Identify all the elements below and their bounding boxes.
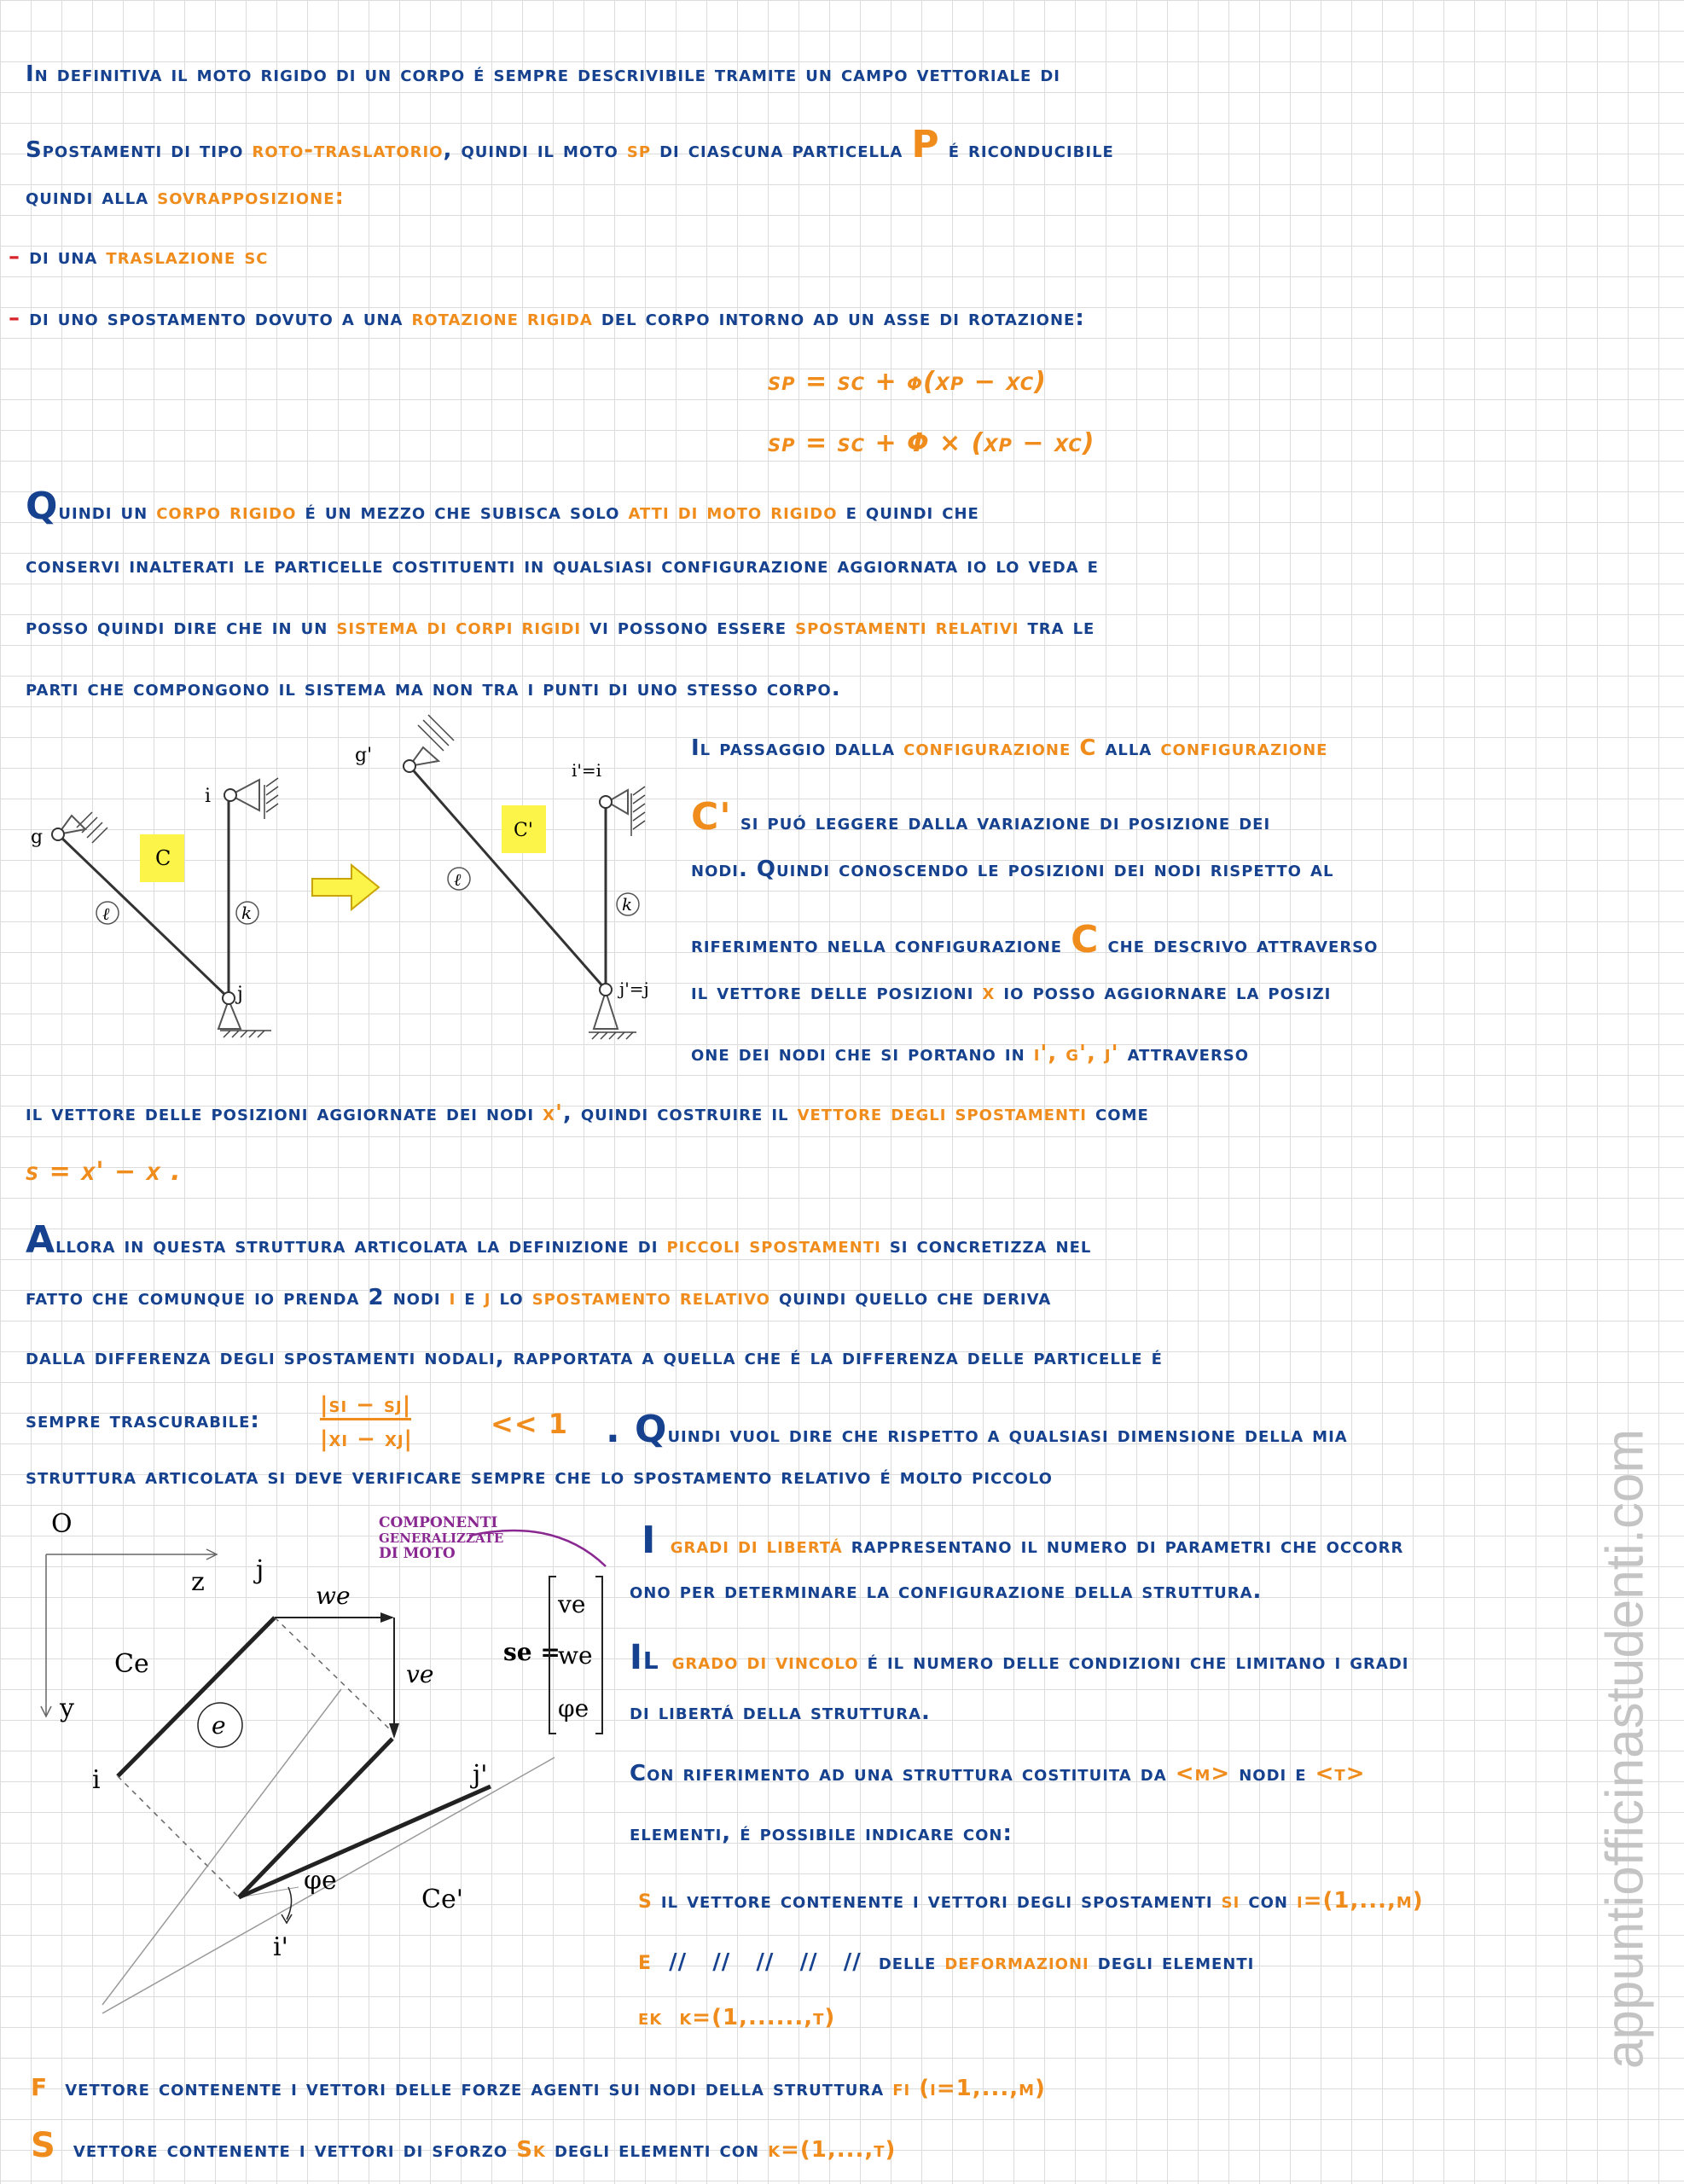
bullet-line: – di una traslazione sc xyxy=(9,244,269,270)
member-label: k xyxy=(622,894,633,915)
text-line: one dei nodi che si portano in i', g', j' attraverso xyxy=(691,1041,1250,1066)
element-displacement-figure xyxy=(26,1502,623,2022)
text-line: parti che compongono il sistema ma non tra i punti di uno stesso corpo. xyxy=(26,676,841,701)
member-label: ℓ xyxy=(102,903,110,924)
member-label: k xyxy=(241,903,253,923)
v-label: ve xyxy=(406,1660,434,1688)
equation: s = x' − x . xyxy=(26,1157,182,1187)
node-i-label: i xyxy=(92,1765,101,1795)
node-label: g' xyxy=(355,745,373,766)
text-line: il vettore delle posizioni x io posso aggiornare la posizi xyxy=(691,979,1332,1005)
text-line: C' si puó leggere dalla variazione di posizione dei xyxy=(691,795,1271,839)
equation: sp = sc + Φ × (xp − xc) xyxy=(768,428,1095,458)
watermark: appuntiofficinastudenti.com xyxy=(1595,1428,1655,2070)
fraction-denominator: |xi − xj| xyxy=(320,1426,414,1452)
text-line: ono per determinare la configurazione della struttura. xyxy=(630,1578,1263,1604)
text-line: il vettore delle posizioni aggiornate dei nodi x', quindi costruire il vettore degli spostamenti come xyxy=(26,1101,1149,1126)
vector-label: se = xyxy=(503,1638,560,1666)
text-line: struttura articolata si deve verificare sempre che lo spostamento relativo é molto piccolo xyxy=(26,1464,1053,1490)
text-line: posso quindi dire che in un sistema di corpi rigidi vi possono essere spostamenti relativi tra le xyxy=(26,614,1095,640)
text-line: Allora in questa struttura articolata la definizione di piccoli spostamenti si concretizza nel xyxy=(26,1218,1092,1262)
vector-component: we xyxy=(558,1641,593,1670)
text-line: f vettore contenente i vettori delle forze agenti sui nodi della struttura fi (i=1,...,m) xyxy=(31,2065,1046,2104)
text-line: di libertá della struttura. xyxy=(630,1699,931,1725)
text-line: fatto che comunque io prenda 2 nodi i e j lo spostamento relativo quindi quello che deriva xyxy=(26,1285,1052,1310)
configuration-figure xyxy=(17,700,674,1058)
bullet-line: – di uno spostamento dovuto a una rotazione rigida del corpo intorno ad un asse di rotazione: xyxy=(9,305,1085,331)
text-line: Il grado di vincolo é il numero delle condizioni che limitano i gradi xyxy=(630,1638,1409,1677)
text-line: s il vettore contenente i vettori degli spostamenti si con i=(1,...,m) xyxy=(638,1882,1424,1914)
node-i-prime-label: i' xyxy=(273,1932,288,1962)
text-line: Con riferimento ad una struttura costituita da <m> nodi e <t> xyxy=(630,1761,1366,1786)
node-label: i xyxy=(205,786,212,807)
C-label: Ce xyxy=(114,1649,149,1679)
text-line: Spostamenti di tipo roto-traslatorio, quindi il moto sp di ciascuna particella P é riconducibile xyxy=(26,123,1114,166)
text-line: Quindi un corpo rigido é un mezzo che subisca solo atti di moto rigido e quindi che xyxy=(26,485,979,528)
C-prime-label: Ce' xyxy=(421,1885,463,1914)
w-label: we xyxy=(316,1582,351,1610)
node-label: i'=i xyxy=(572,760,602,781)
text-line: In definitiva il moto rigido di un corpo é sempre descrivibile tramite un campo vettoriale di xyxy=(26,61,1061,87)
note-label: DI MOTO xyxy=(379,1545,456,1562)
text-line: conservi inalterati le particelle costituenti in qualsiasi configurazione aggiornata io lo veda e xyxy=(26,553,1099,578)
axis-z-label: z xyxy=(191,1567,205,1597)
node-j-label: j xyxy=(256,1555,264,1585)
text-line: nodi. Quindi conoscendo le posizioni dei nodi rispetto al xyxy=(691,857,1334,882)
bullet-dash: – xyxy=(9,244,30,270)
fraction-numerator: |si − sj| xyxy=(320,1392,411,1420)
text-line: quindi alla sovrapposizione: xyxy=(26,184,345,210)
note-label: COMPONENTI xyxy=(379,1514,498,1531)
text-line: S vettore contenente i vettori di sforzo Sk degli elementi con k=(1,...,t) xyxy=(31,2126,897,2165)
text-line: riferimento nella configurazione C che descrivo attraverso xyxy=(691,918,1379,961)
transition-arrow-icon xyxy=(312,865,379,909)
node-label: g xyxy=(31,827,44,848)
config-label: C' xyxy=(514,820,533,841)
origin-label: O xyxy=(51,1509,73,1539)
text-line: Il passaggio dalla configurazione C alla configurazione xyxy=(691,735,1328,761)
inequality: << 1 xyxy=(491,1408,569,1440)
member-label: ℓ xyxy=(454,869,462,890)
vector-component: ve xyxy=(558,1590,586,1618)
node-label: j'=j xyxy=(619,979,649,999)
node-j-prime-label: j' xyxy=(473,1760,488,1790)
note-label: GENERALIZZATE xyxy=(379,1531,504,1546)
bullet-dash: – xyxy=(9,305,30,331)
phi-label: φe xyxy=(304,1866,337,1896)
text-line: ek k=(1,......,t) xyxy=(638,2005,836,2030)
equation: sp = sc + φ(xp − xc) xyxy=(768,367,1047,397)
config-label: C xyxy=(155,846,171,870)
vector-component: φe xyxy=(558,1694,589,1722)
node-label: j xyxy=(237,984,243,1005)
text-line: I gradi di libertá rappresentano il numero di parametri che occorr xyxy=(642,1519,1404,1562)
text-line: dalla differenza degli spostamenti nodali, rapportata a quella che é la differenza delle particelle é xyxy=(26,1345,1163,1370)
element-label: e xyxy=(212,1711,226,1740)
text-line: e // // // // // delle deformazioni degli elementi xyxy=(638,1943,1255,1976)
handwritten-notes-page: In definitiva il moto rigido di un corpo é sempre descrivibile tramite un campo vettoriale di Spostamenti di tipo roto-traslatorio, quindi il moto sp di ciascuna particella P é riconducibile quindi alla sovrapposizione: – di una traslazione sc – di uno spostamento dovuto a una rotazione rigida del corpo intorno ad un asse di rotazione: sp = sc + φ(xp − xc) sp = sc + Φ × (xp − xc) Quindi un corpo rigido é un mezzo che subisca solo atti di moto rigido e quindi che conservi inalterati le particelle costituenti in qualsiasi configurazione aggiornata io lo veda e posso quindi dire che in un sistema di corpi rigidi vi possono essere spostamenti relativi tra le parti che compongono il sistema ma non tra i punti di uno stesso corpo. g i j C ℓ k g' i'=i j'=j C' ℓ k Il passaggio dalla configurazione C alla configurazione C' si puó leggere dalla variazione di posizione dei nodi. Quindi conoscendo le posizioni dei nodi rispetto al riferimento nella configurazione C che descrivo attraverso il vettore delle posizioni x io posso aggiornare la posizi one dei nodi che si portano in i', g', j' attraverso il vettore delle posizioni aggiornate dei nodi x', quindi costruire il vettore degli spostamenti come s = x' − x . Allora in questa struttura articolata la definizione di piccoli spostamenti si concretizza nel fatto che comunque io prenda 2 nodi i e j lo spostamento relativo quindi quello che deriva dalla differenza degli spostamenti nodali, rapportata a quella che é la differenza delle particelle é sempre trascurabile: |si − sj| |xi − xj| << 1 . Quindi vuol dire che rispetto a qualsiasi dimensione della mia struttura articolata si deve verificare sempre che lo spostamento relativo é molto piccolo O z y j we ve Ce e i j' φe Ce' i' se = ve we φe COMPONENTI GENERALIZZATE DI MOTO I gradi di libertá rappresentano il numero di parametri che occorr ono per determinare la configurazione della struttura. Il grado di vincolo é il numero delle condizioni che limitano i gradi di libertá della struttura. Con riferimento ad una struttura costituita da <m> nodi e <t> elementi, é possibile indicare con: s il vettore contenente i vettori degli spostamenti si con i=(1,...,m) e // // // // // delle deformazioni degli elementi ek k=(1,......,t) f vettore contenente i vettori delle forze agenti sui nodi della struttura fi (i=1,...,m) S vettore contenente i vettori di sforzo Sk degli elementi con k=(1,...,t) appuntiofficinastudenti.com xyxy=(9,61,1655,2165)
text-line: elementi, é possibile indicare con: xyxy=(630,1821,1013,1846)
axis-y-label: y xyxy=(60,1693,74,1723)
